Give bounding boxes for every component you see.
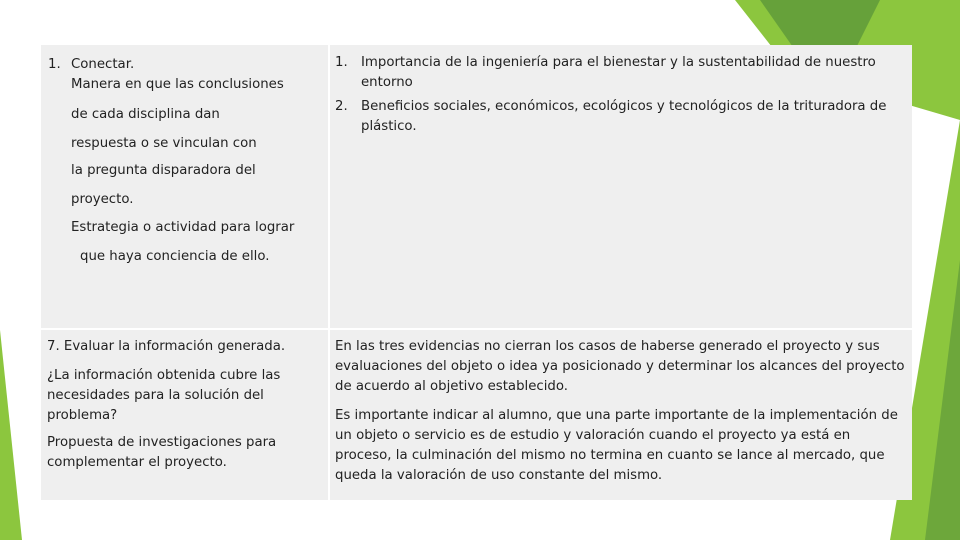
cell-connect (41, 45, 328, 328)
text-line: que haya conciencia de ello. (80, 249, 270, 264)
list-number: 1. (335, 55, 348, 70)
evaluate-proposal: Propuesta de investigaciones para complementar el proyecto. (47, 435, 277, 470)
evaluate-heading: 7. Evaluar la información generada. (47, 339, 286, 354)
list-number: 2. (335, 99, 348, 114)
cell-observations (330, 330, 912, 500)
left-green-stripe (0, 330, 22, 540)
text-line: respuesta o se vinculan con (71, 136, 257, 151)
content-table (41, 45, 912, 500)
evaluate-question: ¿La información obtenida cubre las necesidades para la solución del problema? (47, 368, 281, 423)
item-number: 1. (48, 57, 61, 72)
observation-paragraph: En las tres evidencias no cierran los casos de haberse generado el proyecto y sus evaluaciones del objeto o idea ya posicionado y determinar los alcances del proyecto de acuerdo al objetivo establecido. (335, 339, 905, 394)
item-title: Conectar. (71, 57, 135, 72)
text-line: la pregunta disparadora del (71, 163, 256, 178)
text-line: Manera en que las conclusiones (71, 77, 284, 92)
observation-paragraph: Es importante indicar al alumno, que una parte importante de la implementación de un objeto o servicio es de estudio y valoración cuando el proyecto ya está en proceso, la culminación del mismo no termina en cuanto se lance al mercado, que queda la valoración de uso constante del mismo. (335, 408, 898, 483)
cell-topics (330, 45, 912, 328)
list-item: Beneficios sociales, económicos, ecológicos y tecnológicos de la trituradora de plástico. (361, 99, 887, 134)
cell-evaluate (41, 330, 328, 500)
text-line: proyecto. (71, 192, 134, 207)
list-item: Importancia de la ingeniería para el bienestar y la sustentabilidad de nuestro entorno (361, 55, 876, 90)
text-line: de cada disciplina dan (71, 107, 220, 122)
text-line: Estrategia o actividad para lograr (71, 220, 295, 235)
